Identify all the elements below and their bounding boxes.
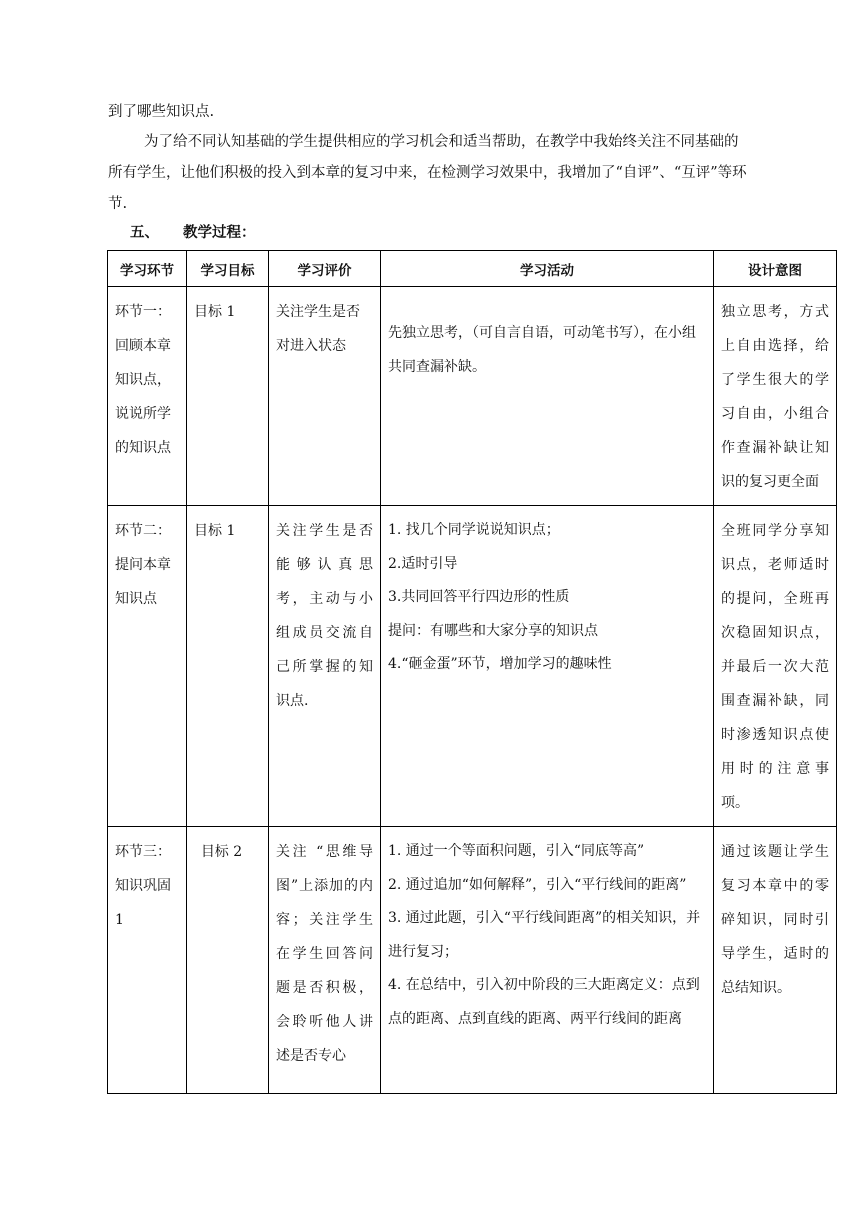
activity-line: 提问：有哪些和大家分享的知识点	[388, 622, 598, 639]
activity-cell	[381, 287, 714, 506]
table-row	[108, 506, 837, 827]
section-number: 五、	[130, 225, 159, 241]
stage-cell: 环节三：知识巩固1	[108, 827, 187, 1094]
activity-line: 先独立思考，（可自言自语，可动笔书写），在小组共同查漏补缺。	[388, 325, 696, 375]
stage-cell: 环节二：提问本章知识点	[108, 506, 187, 827]
section-heading	[130, 221, 256, 242]
activity-line: 1. 找几个同学说说知识点；	[388, 522, 560, 538]
header-activity: 学习活动	[381, 251, 714, 287]
intent-cell: 通过该题让学生复习本章中的零碎知识，同时引导学生，适时的总结知识。	[714, 827, 837, 1094]
header-intent: 设计意图	[714, 251, 837, 287]
header-goal: 学习目标	[187, 251, 269, 287]
header-stage: 学习环节	[108, 251, 187, 287]
activity-line: 4. 在总结中，引入初中阶段的三大距离定义：点到点的距离、点到直线的距离、两平行线间的距离	[388, 977, 700, 1027]
header-evaluation: 学习评价	[269, 251, 381, 287]
intro-paragraph: 为了给不同认知基础的学生提供相应的学习机会和适当帮助，在教学中我始终关注不同基础的所有学生，让他们积极的投入到本章的复习中来，在检测学习效果中，我增加了“自评”、“互评”等环节.	[108, 134, 747, 212]
stage-cell: 环节一：回顾本章知识点，说说所学的知识点	[108, 287, 187, 506]
intent-cell: 独立思考，方式上自由选择，给了学生很大的学习自由，小组合作查漏补缺让知识的复习更全面	[714, 287, 837, 506]
activity-line: 1. 通过一个等面积问题，引入“同底等高”	[388, 843, 645, 859]
table-row	[108, 827, 837, 1094]
goal-cell: 目标 2	[187, 827, 269, 1094]
intro-line: 到了哪些知识点.	[108, 104, 215, 120]
activity-line: 2. 通过追加“如何解释”，引入“平行线间的距离”	[388, 876, 687, 893]
activity-line: 4.“砸金蛋”环节，增加学习的趣味性	[388, 656, 612, 672]
evaluation-cell: 关注学生是否对进入状态	[269, 287, 381, 506]
activity-cell	[381, 506, 714, 827]
activity-cell	[381, 827, 714, 1094]
activity-line: 2.适时引导	[388, 555, 458, 572]
teaching-process-table	[107, 250, 837, 1094]
intent-cell: 全班同学分享知识点，老师适时的提问，全班再次稳固知识点，并最后一次大范围查漏补缺，同时渗透知识点使用时的注意事项。	[714, 506, 837, 827]
activity-line: 3. 通过此题，引入“平行线间距离”的相关知识，并进行复习；	[388, 910, 701, 960]
goal-cell: 目标 1	[187, 506, 269, 827]
table-row	[108, 287, 837, 506]
activity-line: 3.共同回答平行四边形的性质	[388, 589, 570, 605]
goal-cell: 目标 1	[187, 287, 269, 506]
table-header-row	[108, 251, 837, 287]
evaluation-cell: 关注 “思维导图”上添加的内容；关注学生在学生回答问题是否积极，会聆听他人讲述是否专心	[269, 827, 381, 1094]
evaluation-cell: 关注学生是否能够认真思考，主动与小组成员交流自己所掌握的知识点.	[269, 506, 381, 827]
section-title: 教学过程：	[183, 225, 256, 241]
